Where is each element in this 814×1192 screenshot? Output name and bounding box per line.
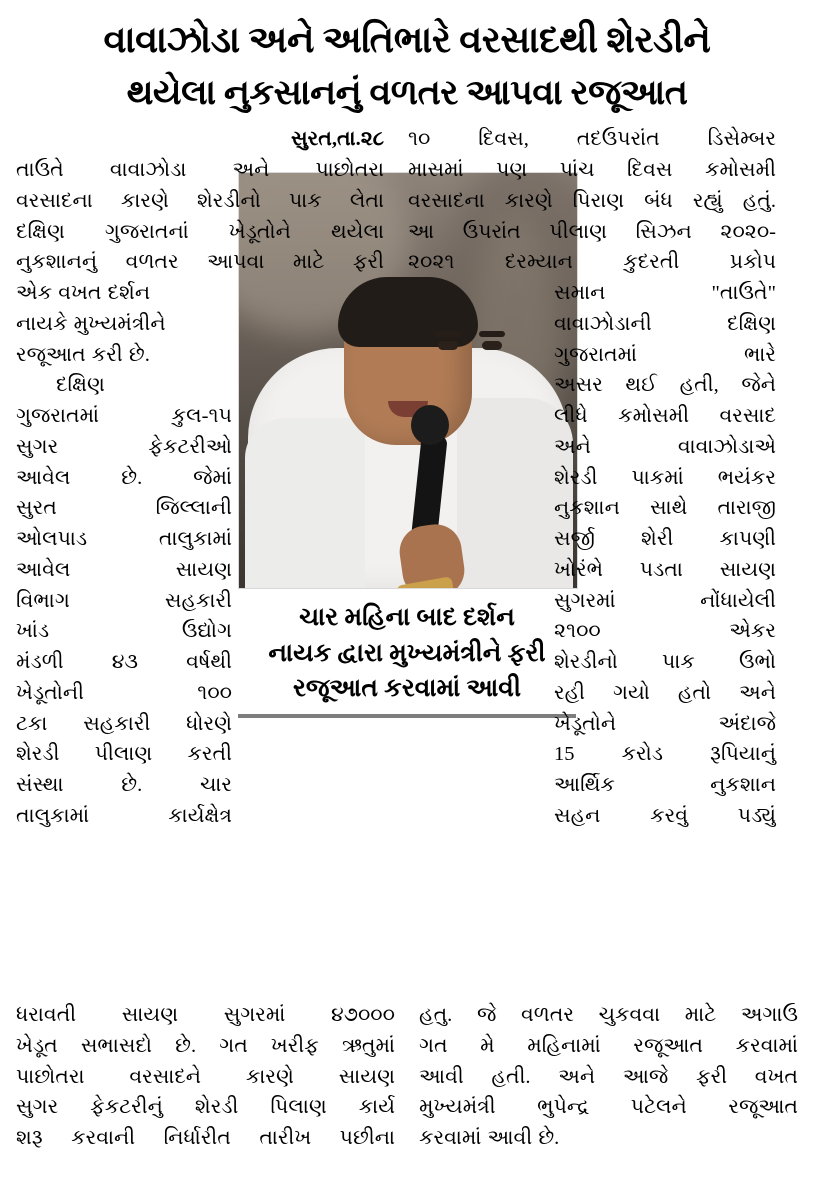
- right-line-12: શેરડી પાકમાં ભયંકર: [554, 466, 776, 489]
- left-line-20: શેરડી પીલાણ કરતી: [16, 743, 232, 766]
- bottom-left-line-2: ખેડૂત સભાસદો છે. ગત ખરીફ ઋતુમાં: [16, 1034, 395, 1057]
- bottom-right-line-5: કરવામાં આવી છે.: [419, 1127, 560, 1149]
- column-left: [16, 124, 396, 831]
- bottom-right-line-1: હતુ. જે વળતર ચુકવવા માટે અગાઉ: [419, 1004, 798, 1026]
- right-line-19: રહી ગયો હતો અને: [554, 681, 776, 704]
- caption-line-2: નાયક દ્વારા મુખ્યમંત્રીને ફરી: [268, 639, 546, 667]
- left-line-12: સુરત જિલ્લાની: [16, 497, 232, 520]
- right-line-2: માસમાં પણ પાંચ દિવસ કમોસમી: [408, 159, 776, 182]
- bottom-right-line-2: ગત મે મહિનામાં રજૂઆત કરવામાં: [419, 1034, 798, 1057]
- left-line-2: વરસાદના કારણે શેરડીનો પાક લેતા: [16, 189, 384, 212]
- bottom-left-line-5: શરૂ કરવાની નિર્ધારીત તારીખ પછીના: [16, 1127, 395, 1149]
- left-line-10: સુગર ફેકટરીઓ: [16, 435, 232, 458]
- left-line-7: રજૂઆત કરી છે.: [16, 343, 150, 366]
- bottom-right-line-3: આવી હતી. અને આજે ફરી વખત: [419, 1065, 798, 1088]
- left-line-14: આવેલ સાયણ: [16, 558, 232, 581]
- right-line-17: ૨૧૦૦ એકર: [554, 620, 776, 643]
- bottom-left-line-1: ધરાવતી સાયણ સુગરમાં ૪૭૦૦૦: [16, 1004, 395, 1026]
- left-line-3: દક્ષિણ ગુજરાતનાં ખેડૂતોને થયેલા: [16, 220, 384, 243]
- headline-line-2: થયેલા નુકસાનનું વળતર આપવા રજૂઆત: [126, 72, 688, 112]
- right-line-13: નુકશાન સાથે તારાજી: [554, 497, 776, 520]
- left-line-1: તાઉતે વાવાઝોડા અને પાછોતરા: [16, 159, 384, 182]
- right-line-14: સર્જી શેરી કાપણી: [554, 528, 776, 551]
- right-line-10: લીધે કમોસમી વરસાદ: [554, 405, 776, 428]
- dateline: સુરત,તા.૨૮: [291, 128, 384, 151]
- right-line-6: સમાન "તાઉતે": [554, 282, 776, 305]
- right-line-23: સહન કરવું પડ્યું: [554, 804, 776, 827]
- bottom-column-right: [407, 1000, 798, 1154]
- right-line-3: વરસાદના કારણે પિરાણ બંધ રહ્યું હતું.: [408, 189, 776, 212]
- caption-line-1: ચાર મહિના બાદ દર્શન: [299, 604, 515, 631]
- left-line-21: સંસ્થા છે. ચાર: [16, 774, 232, 797]
- right-line-4: આ ઉપરાંત પીલાણ સિઝન ૨૦૨૦-: [408, 220, 776, 243]
- right-line-15: ખોરંભે પડતા સાયણ: [554, 558, 776, 581]
- left-line-4: નુકશાનનું વળતર આપવા માટે ફરી: [16, 251, 384, 274]
- headline-line-1: વાવાઝોડા અને અતિભારે વરસાદથી શેરડીને: [103, 20, 711, 61]
- column-right: [396, 124, 776, 831]
- right-line-8: ગુજરાતમાં ભારે: [554, 343, 776, 366]
- left-line-6: નાયકે મુખ્યમંત્રીને: [16, 312, 166, 335]
- right-line-5: ૨૦૨૧ દરમ્યાન કુદરતી પ્રકોપ: [408, 251, 776, 274]
- right-line-9: અસર થઈ હતી, જેને: [554, 374, 776, 397]
- right-line-20: ખેડૂતોને અંદાજે: [554, 712, 776, 735]
- left-line-22: તાલુકામાં કાર્યક્ષેત્ર: [16, 804, 232, 827]
- bottom-left-line-3: પાછોતરા વરસાદને કારણે સાયણ: [16, 1065, 395, 1088]
- right-line-22: આર્થિક નુકશાન: [554, 774, 776, 797]
- caption-line-3: રજૂઆત કરવામાં આવી: [292, 675, 522, 702]
- bottom-columns: [16, 1000, 798, 1154]
- left-line-8: દક્ષિણ: [56, 374, 105, 397]
- left-line-16: ખાંડ ઉદ્યોગ: [16, 620, 232, 643]
- right-line-1: ૧૦ દિવસ, તદઉપરાંત ડિસેમ્બર: [408, 128, 776, 151]
- left-line-13: ઓલપાડ તાલુકામાં: [16, 528, 232, 551]
- left-line-18: ખેડૂતોની ૧૦૦: [16, 681, 232, 704]
- right-line-16: સુગરમાં નોંધાયેલી: [554, 589, 776, 612]
- dateline-row: [16, 124, 384, 155]
- left-line-15: વિભાગ સહકારી: [16, 589, 232, 612]
- left-line-19: ટકા સહકારી ધોરણે: [16, 712, 232, 735]
- right-line-7: વાવાઝોડાની દક્ષિણ: [554, 312, 776, 335]
- right-line-18: શેરડીનો પાક ઉભો: [554, 651, 776, 674]
- page-title: [16, 14, 798, 118]
- body-columns: [16, 124, 798, 831]
- right-line-11: અને વાવાઝોડાએ: [554, 435, 776, 458]
- left-line-17: મંડળી ૪૩ વર્ષથી: [16, 651, 232, 674]
- left-line-9: ગુજરાતમાં કુલ-૧૫: [16, 405, 232, 428]
- bottom-right-line-4: મુખ્યમંત્રી ભુપેન્દ્ર પટેલને રજૂઆત: [419, 1096, 798, 1119]
- right-line-21: 15 કરોડ રૂપિયાનું: [554, 743, 776, 766]
- left-line-5: એક વખત દર્શન: [16, 282, 151, 305]
- bottom-column-left: [16, 1000, 407, 1154]
- bottom-left-line-4: સુગર ફેકટરીનું શેરડી પિલાણ કાર્ય: [16, 1096, 395, 1119]
- left-line-11: આવેલ છે. જેમાં: [16, 466, 232, 489]
